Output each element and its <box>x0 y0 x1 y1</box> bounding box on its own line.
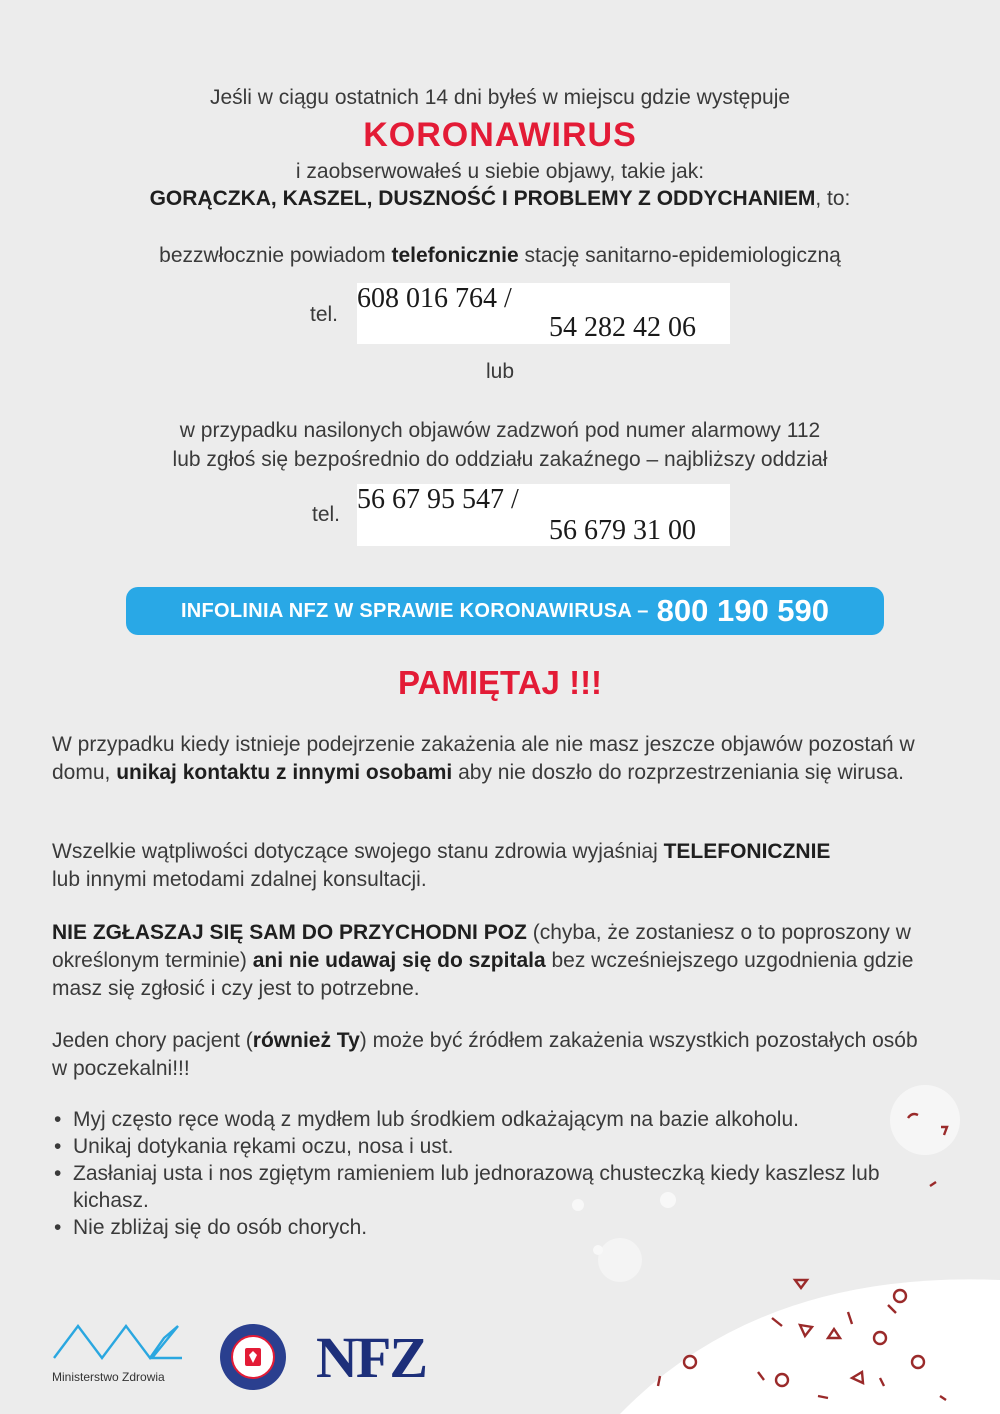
hygiene-tips-list <box>52 1106 922 1241</box>
list-item: • Zasłaniaj usta i nos zgiętym ramieniem lub jednorazową chusteczką kiedy kaszlesz lub kichasz. <box>54 1162 880 1212</box>
bullet-text: Unikaj dotykania rękami oczu, nosa i ust. <box>73 1135 454 1158</box>
hospital-phone-box <box>357 484 730 546</box>
p4-bold: również Ty <box>252 1029 360 1052</box>
hospital-phone-2[interactable]: 56 679 31 00 <box>549 515 696 546</box>
p3-text-a: (chyba, że zostaniesz o to poproszony w określonym terminie) <box>52 921 911 972</box>
psse-seal-icon <box>218 1322 288 1392</box>
paragraph-one-patient <box>52 1027 932 1083</box>
p4-text-a: Jeden chory pacjent ( <box>52 1029 253 1052</box>
paragraph-phone-consult <box>52 838 957 894</box>
nfz-logo: NFZ <box>316 1325 426 1390</box>
bullet-text: Myj często ręce wodą z mydłem lub środkiem odkażającym na bazie alkoholu. <box>73 1108 799 1131</box>
list-item: • Myj często ręce wodą z mydłem lub środkiem odkażającym na bazie alkoholu. <box>54 1108 799 1131</box>
bullet-text: Zasłaniaj usta i nos zgiętym ramieniem lub jednorazową chusteczką kiedy kaszlesz lub kichasz. <box>73 1162 880 1212</box>
paragraph-no-clinic <box>52 919 957 1003</box>
notify-bold: telefonicznie <box>391 244 519 267</box>
ministerstwo-zdrowia-logo <box>52 1318 192 1384</box>
symptoms-list: GORĄCZKA, KASZEL, DUSZNOŚĆ I PROBLEMY Z ODDYCHANIEM <box>149 187 816 210</box>
headline-koronawirus: KORONAWIRUS <box>363 116 637 154</box>
psse-logo <box>218 1322 288 1397</box>
remember-heading: PAMIĘTAJ !!! <box>397 664 603 701</box>
paragraph-quarantine <box>52 731 957 787</box>
sanepid-phone-1[interactable]: 608 016 764 / <box>357 283 512 314</box>
notify-suffix: stację sanitarno-epidemiologiczną <box>518 244 841 267</box>
symptoms-suffix: , to: <box>815 187 851 210</box>
hospital-phone-1[interactable]: 56 67 95 547 / <box>357 484 519 515</box>
p3-bold-1: NIE ZGŁASZAJ SIĘ SAM DO PRZYCHODNI POZ <box>52 921 527 944</box>
tel-label-sanepid: tel. <box>310 303 339 326</box>
p2-text-a: Wszelkie wątpliwości dotyczące swojego stanu zdrowia wyjaśniaj <box>52 840 664 863</box>
p1-text-a: W przypadku kiedy istnieje podejrzenie zakażenia ale nie masz jeszcze objawów pozostań w domu, <box>52 733 915 784</box>
p4-text-b: ) może być źródłem zakażenia wszystkich pozostałych osób w poczekalni!!! <box>52 1029 918 1080</box>
severe-line-2: lub zgłoś się bezpośrednio do oddziału zakaźnego – najbliższy oddział <box>172 448 828 471</box>
p3-text-b: bez wcześniejszego uzgodnienia gdzie masz się zgłosić i czy jest to potrzebne. <box>52 949 914 1000</box>
footer-logos <box>0 1318 1000 1398</box>
notify-prefix: bezzwłocznie powiadom <box>159 244 392 267</box>
or-label: lub <box>485 360 515 383</box>
p1-bold: unikaj kontaktu z innymi osobami <box>116 761 453 784</box>
intro-symptoms-lead: i zaobserwowałeś u siebie objawy, takie jak: <box>295 160 705 183</box>
severe-symptoms-instruction <box>0 416 1000 474</box>
nfz-infoline-banner <box>126 587 884 635</box>
severe-line-1: w przypadku nasilonych objawów zadzwoń pod numer alarmowy 112 <box>179 419 821 442</box>
mz-caption: Ministerstwo Zdrowia <box>52 1370 165 1384</box>
list-item: • Unikaj dotykania rękami oczu, nosa i ust. <box>54 1135 454 1158</box>
p2-text-b: lub innymi metodami zdalnej konsultacji. <box>52 868 427 891</box>
p1-text-b: aby nie doszło do rozprzestrzeniania się wirusa. <box>452 761 904 784</box>
list-item: • Nie zbliżaj się do osób chorych. <box>54 1216 368 1239</box>
p3-bold-2: ani nie udawaj się do szpitala <box>252 949 546 972</box>
p2-bold: TELEFONICZNIE <box>663 840 831 863</box>
infoline-number[interactable]: 800 190 590 <box>656 593 830 628</box>
symptoms-line <box>0 187 1000 211</box>
tel-label-hospital: tel. <box>312 503 341 526</box>
intro-line: Jeśli w ciągu ostatnich 14 dni byłeś w miejscu gdzie występuje <box>209 86 791 109</box>
notify-instruction <box>0 244 1000 268</box>
sanepid-phone-2[interactable]: 54 282 42 06 <box>549 312 696 343</box>
bullet-text: Nie zbliżaj się do osób chorych. <box>73 1216 368 1239</box>
mz-logo-icon <box>52 1318 187 1366</box>
infoline-label: INFOLINIA NFZ W SPRAWIE KORONAWIRUSA – <box>180 599 649 622</box>
sanepid-phone-box <box>357 283 730 344</box>
